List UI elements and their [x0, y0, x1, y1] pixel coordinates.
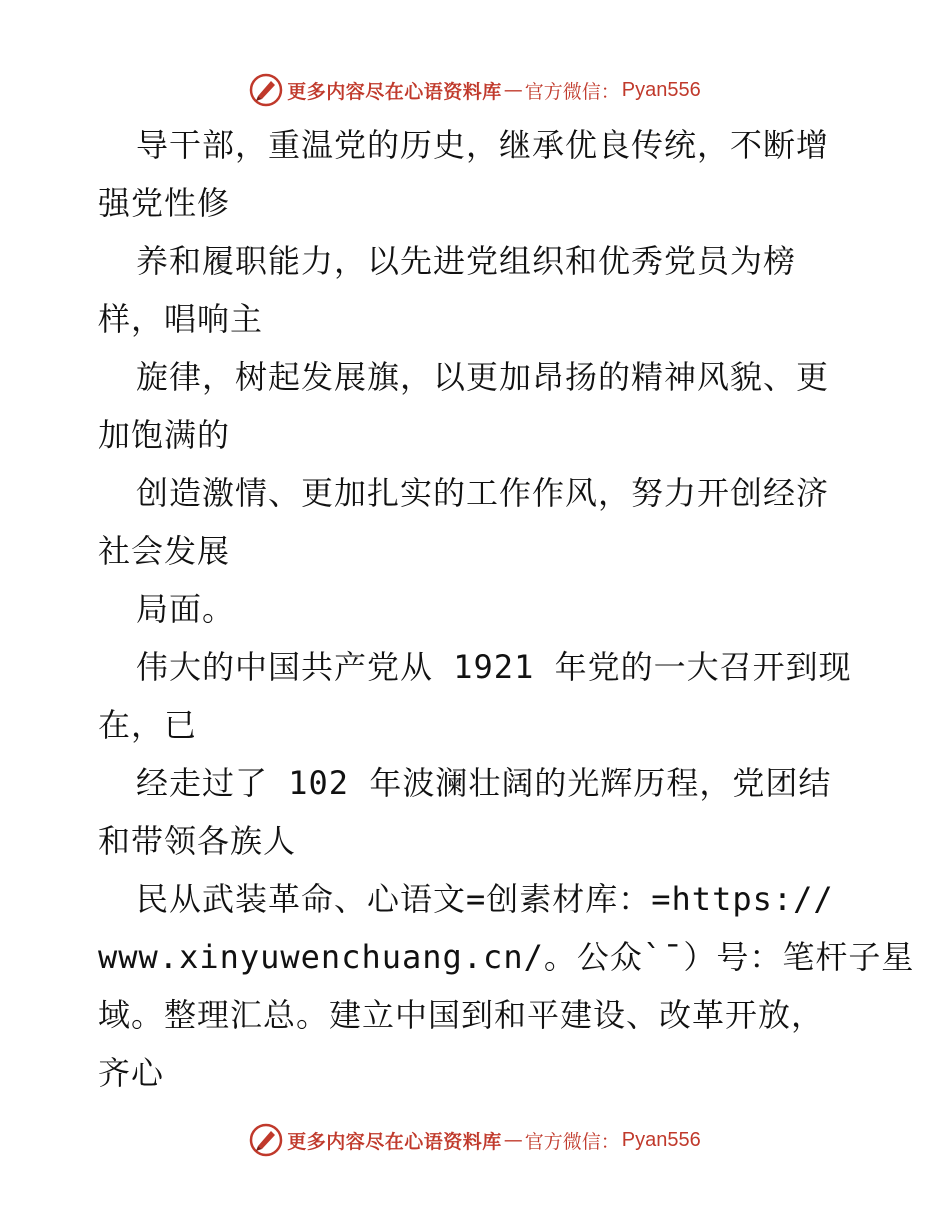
document-body	[98, 116, 915, 1102]
footer-watermark-banner	[0, 1120, 950, 1160]
body-line: 伟大的中国共产党从 1921 年党的一大召开到现	[136, 648, 852, 686]
footer-brand-text: 更多内容尽在心语资料库	[287, 1130, 502, 1153]
header-wechat-id: Pyan556	[621, 78, 701, 101]
body-line: 旋律，树起发展旗，以更加昂扬的精神风貌、更	[136, 358, 830, 396]
body-line: 经走过了 102 年波澜壮阔的光辉历程，党团结	[136, 764, 832, 802]
body-line: 局面。	[136, 590, 236, 628]
header-wechat-label: 官方微信：	[524, 80, 620, 103]
brand-logo-icon	[249, 73, 283, 107]
body-line: 域。整理汇总。建立中国到和平建设、改革开放，	[98, 996, 825, 1034]
body-line: www.xinyuwenchuang.cn/。公众`¯）号：笔杆子星	[98, 938, 915, 976]
body-line: 在，已	[98, 706, 198, 744]
header-brand-text: 更多内容尽在心语资料库	[287, 80, 502, 103]
body-line: 强党性修	[98, 184, 231, 222]
footer-wechat-id: Pyan556	[621, 1128, 701, 1151]
body-line: 社会发展	[98, 532, 231, 570]
body-line: 养和履职能力，以先进党组织和优秀党员为榜	[136, 242, 797, 280]
footer-wechat-label: 官方微信：	[524, 1130, 620, 1153]
body-line: 民从武装革命、心语文=创素材库：=https://	[136, 880, 834, 918]
body-line: 创造激情、更加扎实的工作作风，努力开创经济	[136, 474, 830, 512]
header-watermark-banner	[0, 70, 950, 110]
footer-separator: —	[503, 1129, 523, 1151]
body-line: 导干部，重温党的历史，继承优良传统，不断增	[136, 126, 830, 164]
brand-logo-icon	[249, 1123, 283, 1157]
body-line: 样，唱响主	[98, 300, 264, 338]
header-separator: —	[503, 79, 523, 101]
body-line: 齐心	[98, 1054, 165, 1092]
body-line: 和带领各族人	[98, 822, 297, 860]
body-line: 加饱满的	[98, 416, 231, 454]
